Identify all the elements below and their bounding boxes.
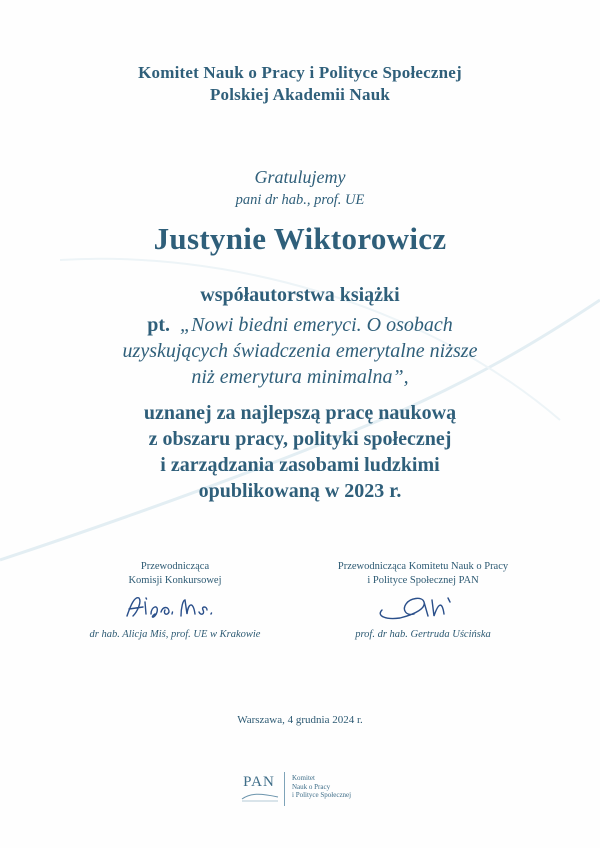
place-and-date: Warszawa, 4 grudnia 2024 r. [237,714,363,726]
recipient-title: pani dr hab., prof. UE [235,192,365,208]
award-line-3: i zarządzania zasobami ludzkimi [160,454,440,476]
signature-block-right [298,560,548,642]
handwritten-signature-right [368,592,478,622]
logo-text-line-1: Komitet [292,774,315,782]
organization-name [0,62,600,106]
left-signer-name: dr hab. Alicja Miś, prof. UE w Krakowie [89,629,261,640]
right-signer-name: prof. dr hab. Gertruda Uścińska [355,629,491,640]
book-title [0,312,600,390]
handwritten-signature-left [115,592,235,622]
book-title-line-1 [0,312,600,338]
pan-logo-mark: PAN [243,774,275,790]
logo-text [292,774,351,800]
congratulations-heading: Gratulujemy [254,167,346,187]
left-role-line-1: Przewodnicząca [140,561,210,572]
pan-logo [238,770,368,810]
logo-divider [284,772,285,806]
book-prefix: pt. [147,314,171,336]
book-title-text-1: „Nowi biedni emeryci. O osobach [180,314,453,336]
award-line-4: opublikowaną w 2023 r. [198,480,402,502]
book-title-line-2: uzyskujących świadczenia emerytalne niższe [122,340,478,362]
book-title-line-3: niż emerytura minimalna”, [191,366,409,388]
recipient-name: Justynie Wiktorowicz [153,221,447,256]
signature-block-left [45,560,305,642]
award-line-1: uznanej za najlepszą pracę naukową [143,402,457,424]
award-description [0,400,600,504]
pan-logo-graphic [240,791,280,803]
right-role-line-2: i Polityce Społecznej PAN [367,575,479,586]
logo-text-line-2: Nauk o Pracy [292,782,331,791]
reason-line: współautorstwa książki [200,284,400,306]
right-role-line-1: Przewodnicząca Komitetu Nauk o Pracy [337,561,509,572]
org-line-1: Komitet Nauk o Pracy i Polityce Społecznej [138,63,462,82]
org-line-2: Polskiej Akademii Nauk [209,85,391,104]
award-line-2: z obszaru pracy, polityki społecznej [148,428,452,450]
logo-text-line-3: i Polityce Społecznej [292,791,352,800]
left-role-line-2: Komisji Konkursowej [128,575,222,586]
